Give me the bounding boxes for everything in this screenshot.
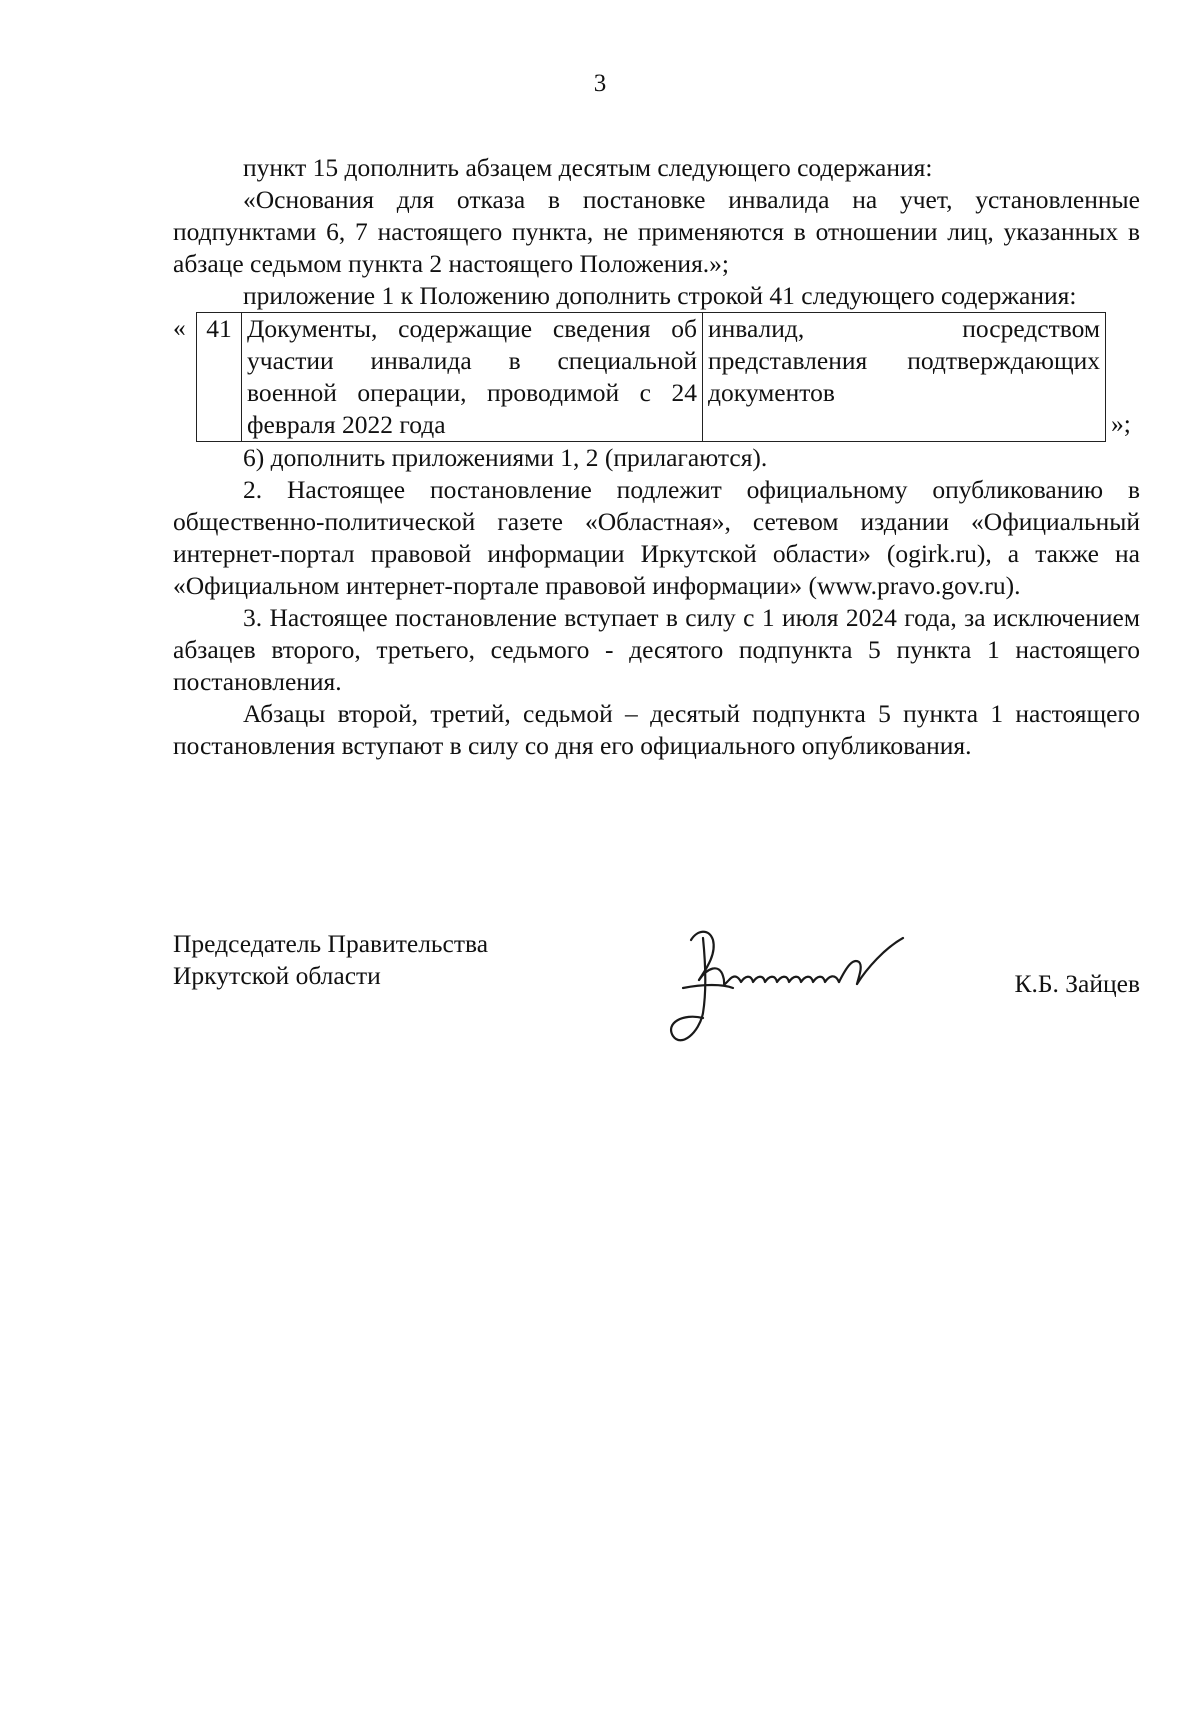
signatory-position-line1: Председатель Правительства: [173, 929, 489, 958]
document-body: [173, 152, 1140, 762]
close-quote: »;: [1111, 409, 1131, 438]
paragraph-exceptions-entry: Абзацы второй, третий, седьмой – десятый подпункта 5 пункта 1 настоящего постановления вступают в силу со дня его официального опубликования.: [173, 699, 1140, 760]
documents-cell: Документы, содержащие сведения об участии инвалида в специальной военной операции, проводимой с 24 февраля 2022 года: [242, 313, 703, 442]
page-number: 3: [593, 70, 607, 97]
paragraph-item-15-intro: пункт 15 дополнить абзацем десятым следующего содержания:: [243, 153, 933, 182]
open-quote: «: [173, 313, 186, 342]
paragraph-entry-into-force: 3. Настоящее постановление вступает в силу с 1 июля 2024 года, за исключением абзацев второго, третьего, седьмого - десятого подпункта 5 пункта 1 настоящего постановления.: [173, 603, 1140, 696]
amendment-row: [173, 312, 1140, 442]
row-number-cell: 41: [197, 313, 242, 442]
table-row: [197, 313, 1106, 442]
paragraph-appendix-1-intro: приложение 1 к Положению дополнить строкой 41 следующего содержания:: [243, 281, 1077, 310]
paragraph-publication: 2. Настоящее постановление подлежит официальному опубликованию в общественно-политической газете «Областная», сетевом издании «Официальный интернет-портал правовой информации Иркутской области» (ogirk.ru), а также на «Официальном интернет-портале правовой информации» (www.pravo.gov.ru).: [173, 475, 1140, 600]
signatory-name: К.Б. Зайцев: [1014, 969, 1140, 998]
signature-block: [173, 928, 1140, 1078]
method-cell: инвалид, посредством представления подтверждающих документов: [703, 313, 1106, 442]
amendment-table: [196, 312, 1106, 442]
signatory-position-line2: Иркутской области: [173, 961, 381, 990]
signatory-position: [173, 928, 488, 992]
handwritten-signature: [663, 918, 923, 1058]
paragraph-item-6: 6) дополнить приложениями 1, 2 (прилагаются).: [243, 443, 768, 472]
paragraph-refusal-grounds: «Основания для отказа в постановке инвалида на учет, установленные подпунктами 6, 7 настоящего пункта, не применяются в отношении лиц, указанных в абзаце седьмом пункта 2 настоящего Положения.»;: [173, 185, 1140, 278]
